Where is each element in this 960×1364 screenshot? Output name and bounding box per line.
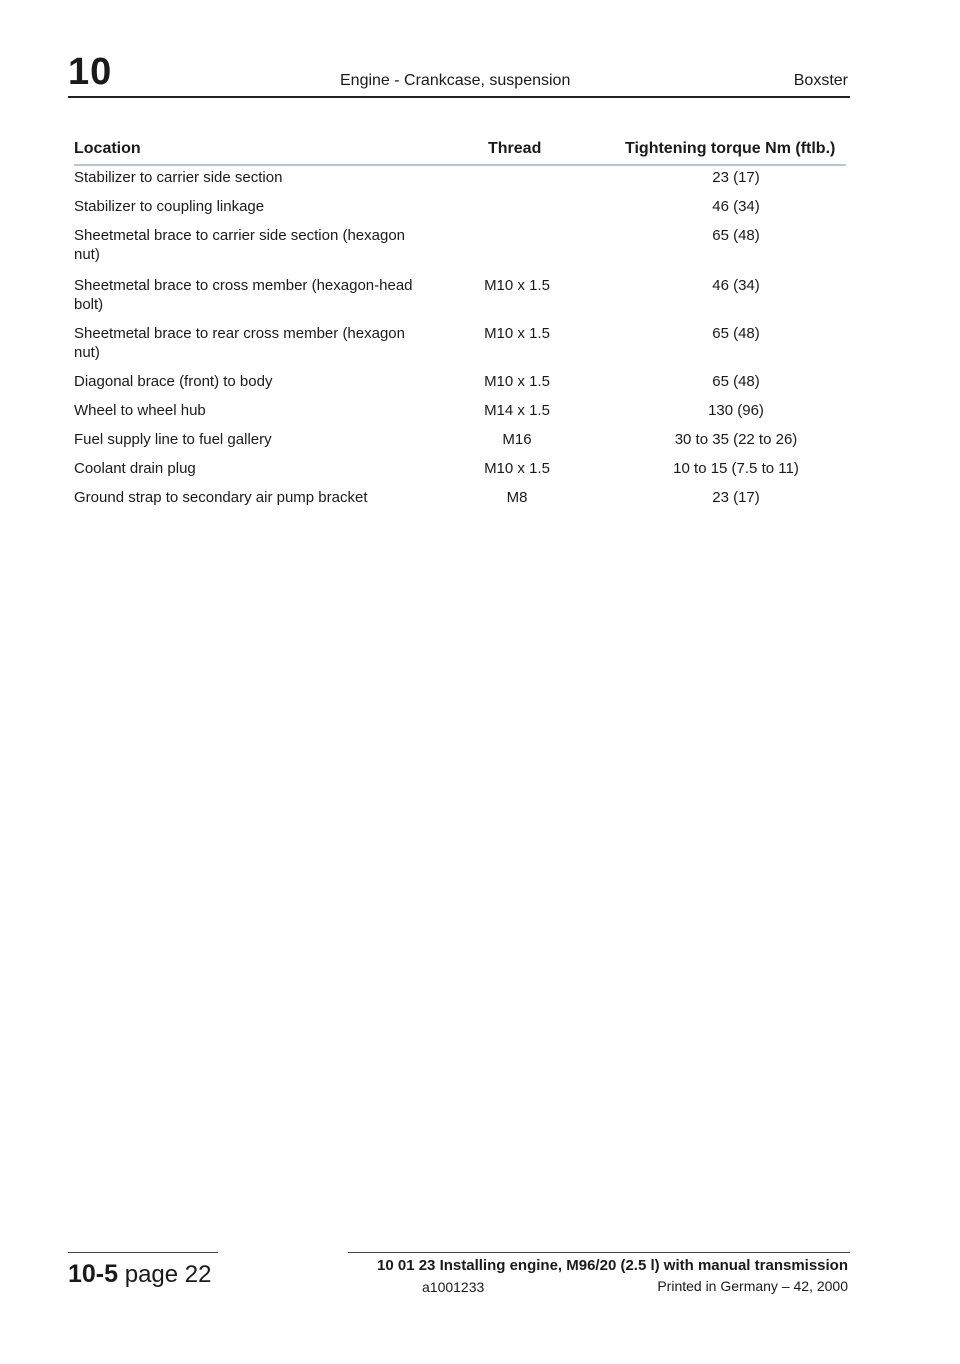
page-footer bbox=[68, 1252, 850, 1302]
column-header-torque: Tightening torque Nm (ftlb.) bbox=[625, 140, 836, 157]
cell-location: Diagonal brace (front) to body bbox=[74, 373, 273, 390]
cell-location: Fuel supply line to fuel gallery bbox=[74, 431, 272, 448]
cell-thread: M8 bbox=[506, 489, 528, 506]
column-header-thread: Thread bbox=[488, 140, 542, 157]
footer-printed-note: Printed in Germany – 42, 2000 bbox=[657, 1278, 848, 1294]
cell-location: Sheetmetal brace to carrier side section (hexagon nut) bbox=[74, 227, 406, 263]
cell-thread: M10 x 1.5 bbox=[484, 373, 550, 390]
cell-torque: 130 (96) bbox=[708, 402, 764, 419]
cell-location: Coolant drain plug bbox=[74, 460, 196, 477]
cell-location: Sheetmetal brace to cross member (hexagon-head bolt) bbox=[74, 277, 413, 313]
page-number bbox=[68, 1260, 211, 1289]
header-model: Boxster bbox=[793, 72, 848, 89]
footer-document-code: a1001233 bbox=[422, 1279, 485, 1295]
chapter-number: 10 bbox=[68, 51, 113, 93]
cell-torque: 46 (34) bbox=[712, 277, 760, 294]
cell-torque: 65 (48) bbox=[712, 325, 760, 342]
cell-location: Stabilizer to carrier side section bbox=[74, 169, 283, 186]
cell-torque: 65 (48) bbox=[712, 373, 760, 390]
cell-location: Ground strap to secondary air pump bracket bbox=[74, 489, 368, 506]
cell-torque: 65 (48) bbox=[712, 227, 760, 244]
cell-torque: 23 (17) bbox=[712, 169, 760, 186]
column-header-location: Location bbox=[74, 140, 141, 157]
cell-thread: M10 x 1.5 bbox=[484, 460, 550, 477]
footer-section-title: 10 01 23 Installing engine, M96/20 (2.5 l) with manual transmission bbox=[377, 1257, 848, 1274]
page-group: 10-5 bbox=[68, 1260, 119, 1288]
page-label: page 22 bbox=[124, 1261, 212, 1288]
table-header bbox=[74, 138, 846, 166]
page-header bbox=[68, 52, 850, 98]
cell-torque: 23 (17) bbox=[712, 489, 760, 506]
torque-table bbox=[74, 138, 846, 506]
header-rule bbox=[68, 96, 850, 98]
cell-thread: M16 bbox=[502, 431, 532, 448]
cell-location: Sheetmetal brace to rear cross member (hexagon nut) bbox=[74, 325, 405, 361]
footer-rule bbox=[348, 1252, 850, 1253]
cell-torque: 30 to 35 (22 to 26) bbox=[674, 431, 798, 448]
cell-thread: M10 x 1.5 bbox=[484, 325, 550, 342]
footer-rule bbox=[68, 1252, 218, 1253]
cell-torque: 46 (34) bbox=[712, 198, 760, 215]
header-title: Engine - Crankcase, suspension bbox=[340, 72, 571, 89]
cell-thread: M10 x 1.5 bbox=[484, 277, 550, 294]
cell-torque: 10 to 15 (7.5 to 11) bbox=[673, 460, 799, 477]
cell-location: Wheel to wheel hub bbox=[74, 402, 206, 419]
cell-thread: M14 x 1.5 bbox=[484, 402, 550, 419]
cell-location: Stabilizer to coupling linkage bbox=[74, 198, 265, 215]
